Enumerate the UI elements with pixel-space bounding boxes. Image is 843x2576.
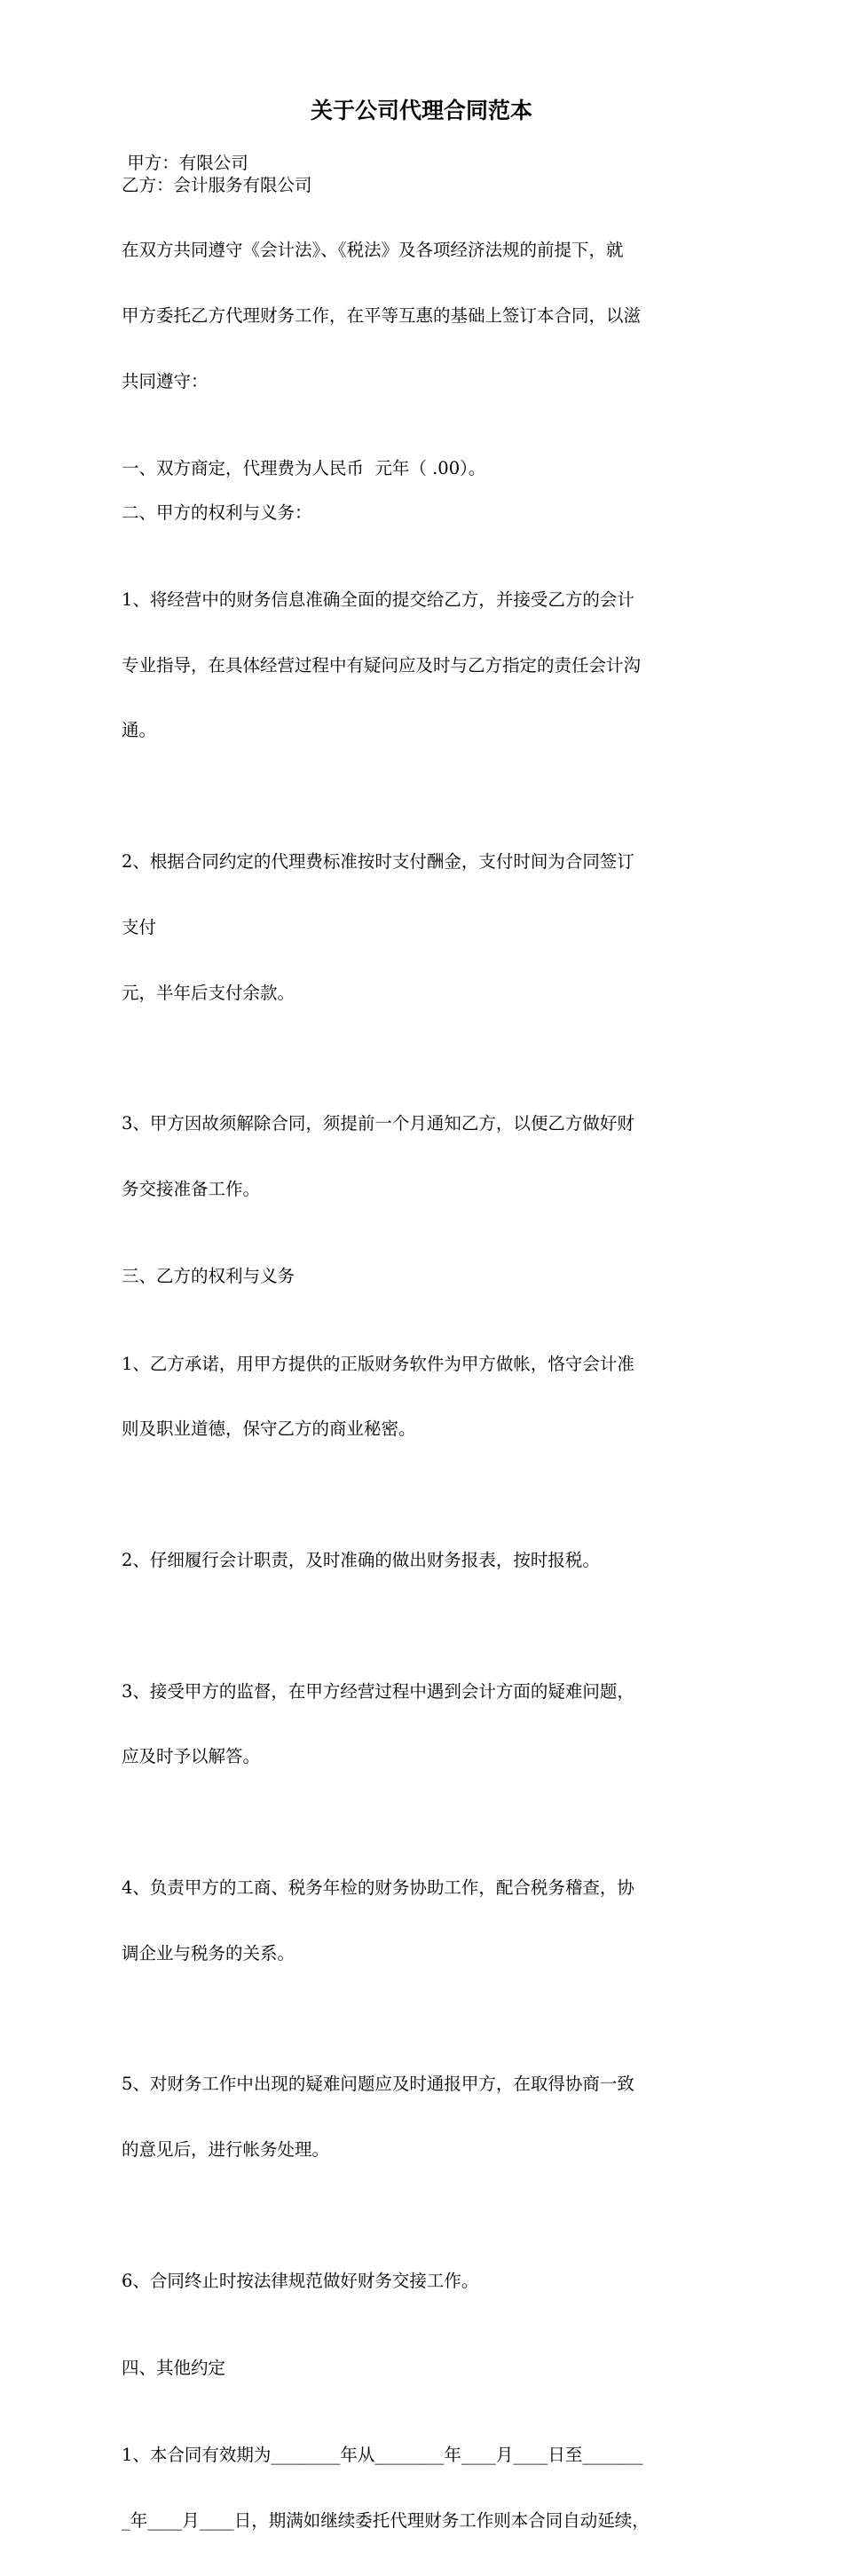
paragraph-gap (122, 1616, 725, 1638)
paragraph-gap (122, 1812, 725, 1834)
paragraph-gap (122, 480, 725, 502)
document-body (122, 153, 725, 2576)
paragraph-gap (122, 2335, 725, 2358)
party-b-clause-4 (122, 1834, 725, 2009)
paragraph-gap (122, 2008, 725, 2030)
paragraph-gap (122, 2205, 725, 2227)
paragraph-gap (122, 437, 725, 459)
section-4-heading: 四、其他约定 (122, 2357, 226, 2378)
paragraph-gap (122, 2380, 725, 2402)
paragraph-gap (122, 524, 725, 546)
party-a-clause-2 (122, 808, 725, 1048)
paragraph-gap (122, 1484, 725, 1506)
clause-line: 6、合同终止时按法律规范做好财务交接工作。 (122, 2270, 479, 2291)
paragraph-gap (122, 1047, 725, 1070)
party-b-line: 乙方：会计服务有限公司 (122, 174, 312, 195)
clause-line: 元，半年后支付余款。 (122, 982, 295, 1003)
clause-line: 1、本合同有效期为________年从________年____月____日至_______ (122, 2445, 643, 2466)
party-a-line: 甲方：有限公司 (122, 153, 248, 173)
party-a-clause-3 (122, 1070, 725, 1245)
paragraph-gap (122, 786, 725, 808)
clause-line: 2、仔细履行会计职责，及时准确的做出财务报表，按时报税。 (122, 1550, 600, 1570)
party-b-clause-5 (122, 2030, 725, 2205)
intro-line: 甲方委托乙方代理财务工作，在平等互惠的基础上签订本合同，以滋 (122, 305, 642, 327)
clause-line: 则及职业道德，保守乙方的商业秘密。 (122, 1418, 416, 1440)
intro-line: 共同遵守： (122, 370, 209, 391)
clause-line: 4、负责甲方的工商、税务年检的财务协助工作，配合税务稽查，协 (122, 1877, 634, 1898)
section-3-heading: 三、乙方的权利与义务 (122, 1266, 295, 1287)
paragraph-gap (122, 1288, 725, 1310)
clause-line: 2、根据合同约定的代理费标准按时支付酬金，支付时间为合同签订 (122, 851, 634, 872)
clause-line: 5、对财务工作中出现的疑难问题应及时通报甲方，在取得协商一致 (122, 2074, 634, 2095)
party-a-clause-1 (122, 546, 725, 786)
clause-line: _年____月____日，期满如继续委托代理财务工作则本合同自动延续， (122, 2510, 650, 2532)
party-b-clause-6 (122, 2226, 725, 2335)
clause-line: 调企业与税务的关系。 (122, 1942, 295, 1964)
clause-line: 通。 (122, 720, 157, 741)
party-b-clause-1 (122, 1309, 725, 1484)
section-1-fee: 一、双方商定，代理费为人民币 元年（ .00）。 (122, 458, 486, 479)
clause-line: 的意见后，进行帐务处理。 (122, 2139, 330, 2161)
clause-line: 3、甲方因故须解除合同，须提前一个月通知乙方，以便乙方做好财 (122, 1113, 634, 1134)
party-b-clause-3 (122, 1637, 725, 1812)
clause-line: 应及时予以解答。 (122, 1746, 261, 1767)
clause-line: 1、将经营中的财务信息准确全面的提交给乙方，并接受乙方的会计 (122, 589, 634, 610)
clause-line: 务交接准备工作。 (122, 1178, 261, 1199)
clause-line: 1、乙方承诺，用甲方提供的正版财务软件为甲方做帐，恪守会计准 (122, 1353, 634, 1374)
intro-line: 在双方共同遵守《会计法》、《税法》及各项经济法规的前提下，就 (122, 240, 624, 261)
other-clause-1 (122, 2401, 725, 2576)
document-title: 关于公司代理合同范本 (310, 98, 532, 123)
clause-line: 专业指导，在具体经营过程中有疑问应及时与乙方指定的责任会计沟 (122, 654, 642, 676)
clause-line: 3、接受甲方的监督，在甲方经营过程中遇到会计方面的疑难问题， (122, 1680, 634, 1702)
party-b-clause-2 (122, 1506, 725, 1616)
section-2-heading: 二、甲方的权利与义务： (122, 502, 312, 523)
paragraph-gap (122, 1245, 725, 1267)
clause-line: 支付 (122, 916, 157, 937)
intro-paragraph (122, 196, 725, 437)
